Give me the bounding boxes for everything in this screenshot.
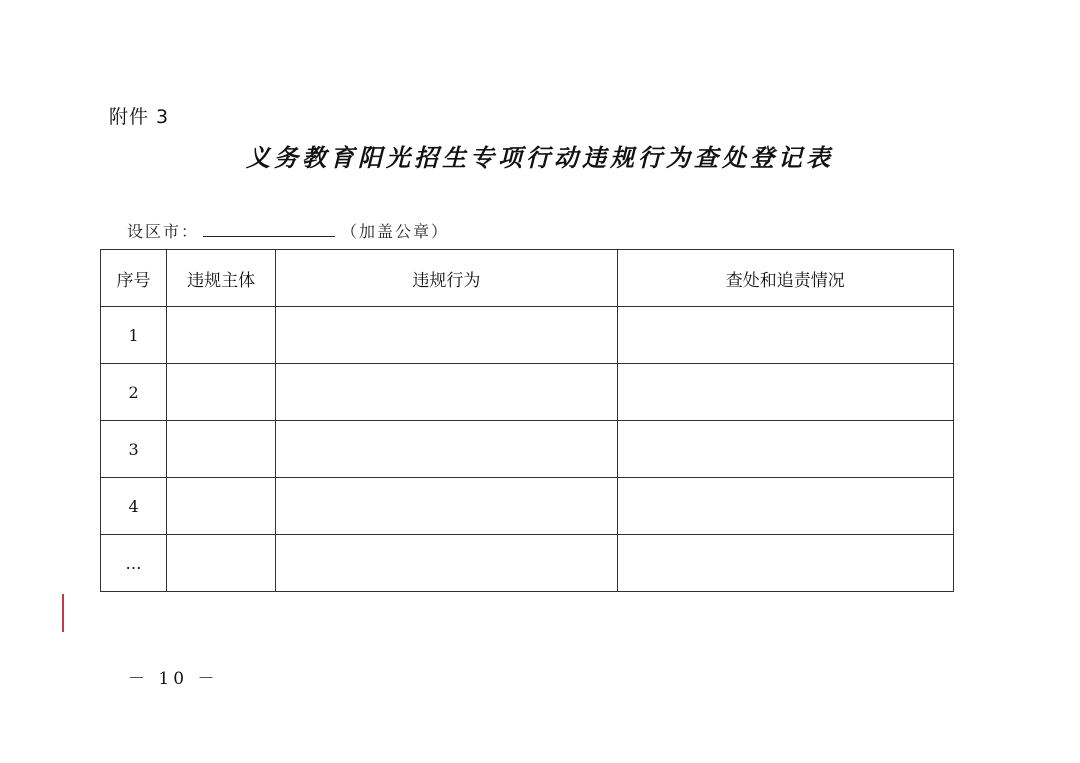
row-violation bbox=[276, 478, 617, 535]
row-seq: 1 bbox=[101, 307, 167, 364]
header-subject: 违规主体 bbox=[167, 250, 276, 307]
document-title: 义务教育阳光招生专项行动违规行为查处登记表 bbox=[246, 143, 834, 172]
row-handling bbox=[617, 307, 953, 364]
table-row bbox=[101, 421, 954, 478]
seal-note: （加盖公章） bbox=[341, 222, 450, 241]
table-row bbox=[101, 535, 954, 592]
row-seq: 4 bbox=[101, 478, 167, 535]
row-handling bbox=[617, 364, 953, 421]
row-subject bbox=[167, 421, 276, 478]
row-violation bbox=[276, 421, 617, 478]
page-number: － 10 － bbox=[128, 669, 219, 689]
header-seq: 序号 bbox=[101, 250, 167, 307]
city-label: 设区市： bbox=[127, 222, 200, 241]
header-violation: 违规行为 bbox=[276, 250, 617, 307]
row-seq: 2 bbox=[101, 364, 167, 421]
table-row bbox=[101, 307, 954, 364]
table-header-row bbox=[101, 250, 954, 307]
city-blank-field bbox=[203, 219, 335, 237]
city-line bbox=[127, 219, 449, 243]
row-seq: 3 bbox=[101, 421, 167, 478]
row-violation bbox=[276, 307, 617, 364]
row-violation bbox=[276, 364, 617, 421]
row-handling bbox=[617, 535, 953, 592]
row-subject bbox=[167, 535, 276, 592]
row-subject bbox=[167, 478, 276, 535]
row-seq: … bbox=[101, 535, 167, 592]
row-violation bbox=[276, 535, 617, 592]
row-subject bbox=[167, 364, 276, 421]
table-row bbox=[101, 478, 954, 535]
table-row bbox=[101, 364, 954, 421]
row-handling bbox=[617, 421, 953, 478]
margin-mark bbox=[62, 594, 64, 632]
violation-register-table bbox=[100, 249, 954, 592]
attachment-label: 附件 3 bbox=[109, 106, 170, 128]
row-subject bbox=[167, 307, 276, 364]
row-handling bbox=[617, 478, 953, 535]
header-handling: 查处和追责情况 bbox=[617, 250, 953, 307]
